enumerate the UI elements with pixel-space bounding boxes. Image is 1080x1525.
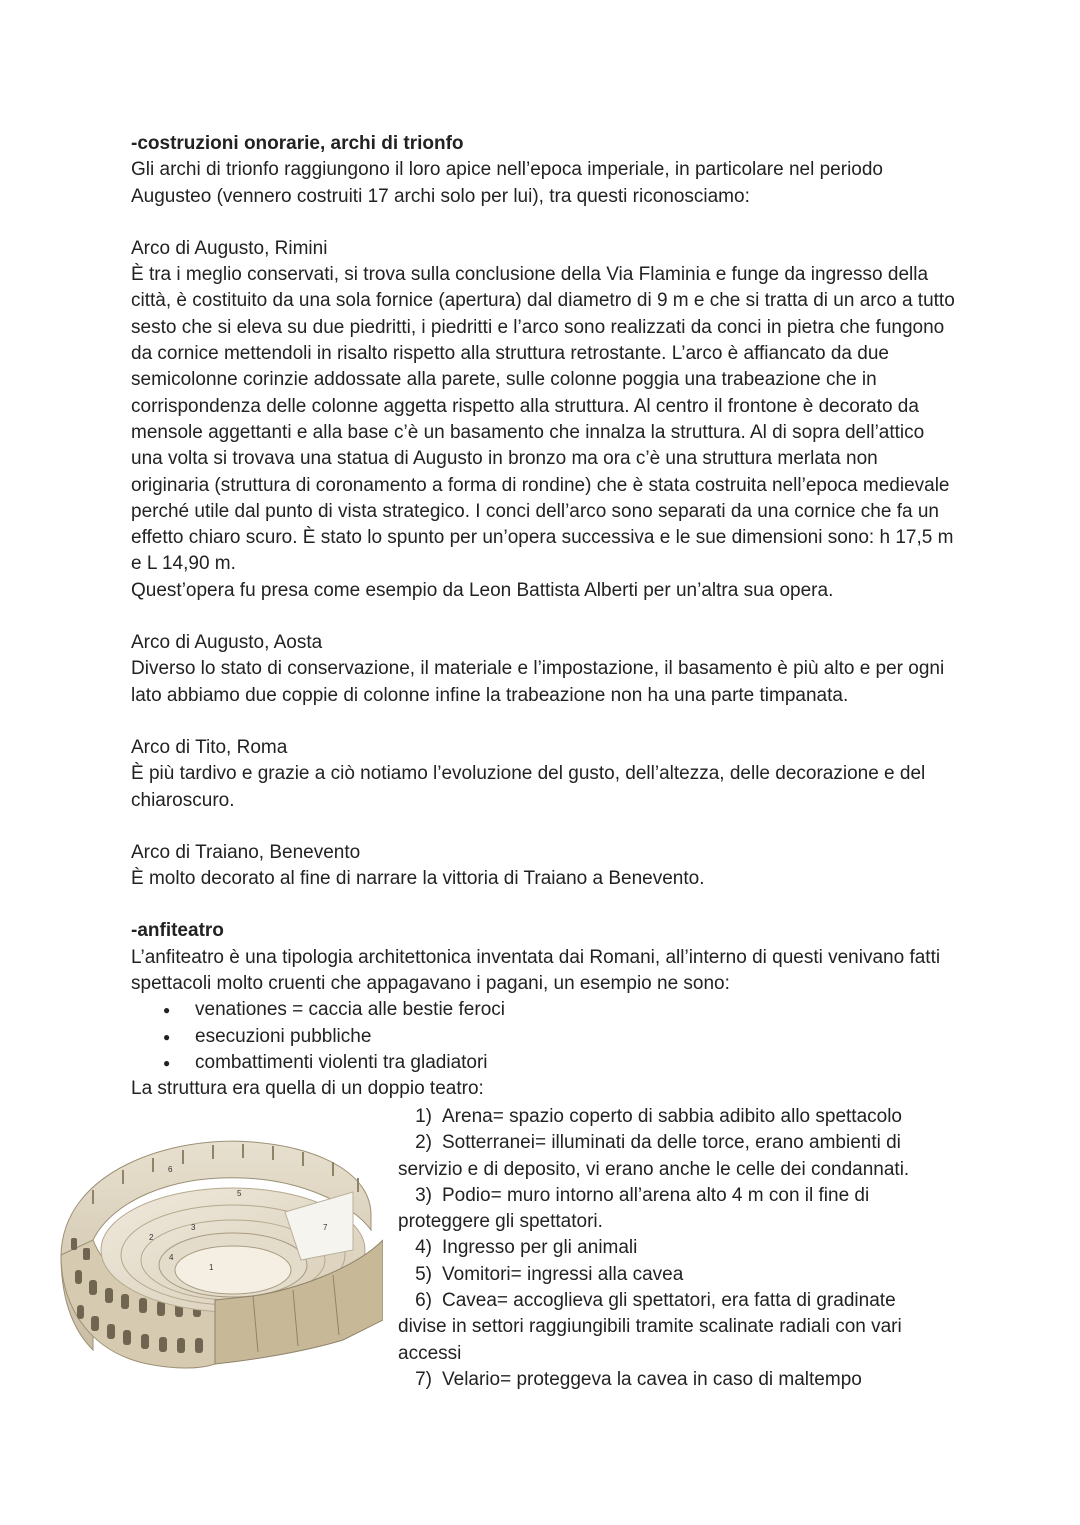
- list-item: 3) Podio= muro intorno all’arena alto 4 m con il fine di: [415, 1184, 870, 1206]
- arch-title-traiano: Arco di Traiano, Benevento: [131, 841, 361, 863]
- list-item-continuation: proteggere gli spettatori.: [398, 1211, 603, 1233]
- section-intro-anfiteatro: L’anfiteatro è una tipologia architettonica inventata dai Romani, all’interno di questi venivano fatti spettacoli molto cruenti che appagavano i pagani, un esempio ne sono:: [131, 946, 941, 995]
- section-heading-archi: -costruzioni onorarie, archi di trionfo: [131, 133, 464, 154]
- arch-text-rimini: È tra i meglio conservati, si trova sulla conclusione della Via Flaminia e funge da ingresso della città, è costituito da una sola fornice (apertura) dal diametro di 9 m e che si tratta di un arco a tutto sesto che si eleva su due piedritti, i piedritti e l’arco sono realizzati da conci in pietra che fungono da cornice mettendoli in risalto rispetto alla struttura retrostante. L’arco è affiancato da due semicolonne corinzie addossate alla parete, sulle colonne poggia una trabeazione che in corrispondenza delle colonne aggetta rispetto alla struttura. Al centro il frontone è decorato da mensole aggettanti e alla base c’è un basamento che innalza la struttura. Al di sopra dell’attico una volta si trovava una statua di Augusto in bronzo ma ora c’è una struttura merlata non originaria (struttura di coronamento a forma di rondine) che è stata costruita nell’epoca medievale perché utile dal punto di vista strategico. I conci dell’arco sono separati da una cornice che fa un effetto chiaro scuro. È stato lo spunto per un’opera successiva e le sue dimensioni sono: h 17,5 m e L 14,90 m.: [131, 264, 955, 575]
- list-item: 7) Velario= proteggeva la cavea in caso di maltempo: [415, 1368, 862, 1390]
- arch-text-traiano: È molto decorato al fine di narrare la vittoria di Traiano a Benevento.: [131, 868, 705, 890]
- amphitheatre-parts-list: [398, 1104, 958, 1393]
- arch-title-aosta: Arco di Augusto, Aosta: [131, 632, 323, 654]
- list-item-continuation: divise in settori raggiungibili tramite scalinate radiali con vari accessi: [398, 1316, 902, 1364]
- section-intro-archi: Gli archi di trionfo raggiungono il loro apice nell’epoca imperiale, in particolare nel periodo Augusteo (vennero costruiti 17 archi solo per lui), tra questi riconosciamo:: [131, 159, 883, 207]
- figure-label-6: 6: [168, 1165, 173, 1174]
- arch-title-tito: Arco di Tito, Roma: [131, 736, 288, 758]
- list-item: ● venationes = caccia alle bestie feroci: [131, 997, 961, 1023]
- spectacle-list: [131, 997, 961, 1076]
- figure-label-1: 1: [209, 1263, 214, 1272]
- arch-extra-rimini: Quest’opera fu presa come esempio da Leon Battista Alberti per un’altra sua opera.: [131, 579, 834, 601]
- arch-text-tito: È più tardivo e grazie a ciò notiamo l’evoluzione del gusto, dell’altezza, delle decorazione e del chiaroscuro.: [131, 763, 926, 811]
- list-item: 4) Ingresso per gli animali: [415, 1237, 638, 1259]
- list-item: ● esecuzioni pubbliche: [131, 1024, 961, 1050]
- list-item-continuation: servizio e di deposito, vi erano anche le celle dei condannati.: [398, 1158, 910, 1180]
- figure-label-2: 2: [149, 1233, 154, 1242]
- document-body: [131, 131, 961, 1103]
- arch-title-rimini: Arco di Augusto, Rimini: [131, 237, 328, 259]
- section-heading-anfiteatro: -anfiteatro: [131, 920, 224, 942]
- list-item: 5) Vomitori= ingressi alla cavea: [415, 1263, 684, 1285]
- arch-text-aosta: Diverso lo stato di conservazione, il materiale e l’impostazione, il basamento è più alto e per ogni lato abbiamo due coppie di colonne infine la trabeazione non ha una parte timpanata.: [131, 658, 945, 706]
- figure-label-7: 7: [323, 1223, 328, 1232]
- list-item: 6) Cavea= accoglieva gli spettatori, era fatta di gradinate: [415, 1290, 896, 1312]
- figure-label-5: 5: [237, 1189, 242, 1198]
- figure-label-4: 4: [169, 1253, 174, 1262]
- list-item: 1) Arena= spazio coperto di sabbia adibito allo spettacolo: [415, 1106, 902, 1127]
- figure-label-3: 3: [191, 1223, 196, 1232]
- list-item: 2) Sotterranei= illuminati da delle torce, erano ambienti di: [415, 1132, 901, 1154]
- list-item: ● combattimenti violenti tra gladiatori: [131, 1050, 961, 1076]
- structure-sentence: La struttura era quella di un doppio teatro:: [131, 1078, 484, 1100]
- colosseum-illustration: [53, 1120, 383, 1372]
